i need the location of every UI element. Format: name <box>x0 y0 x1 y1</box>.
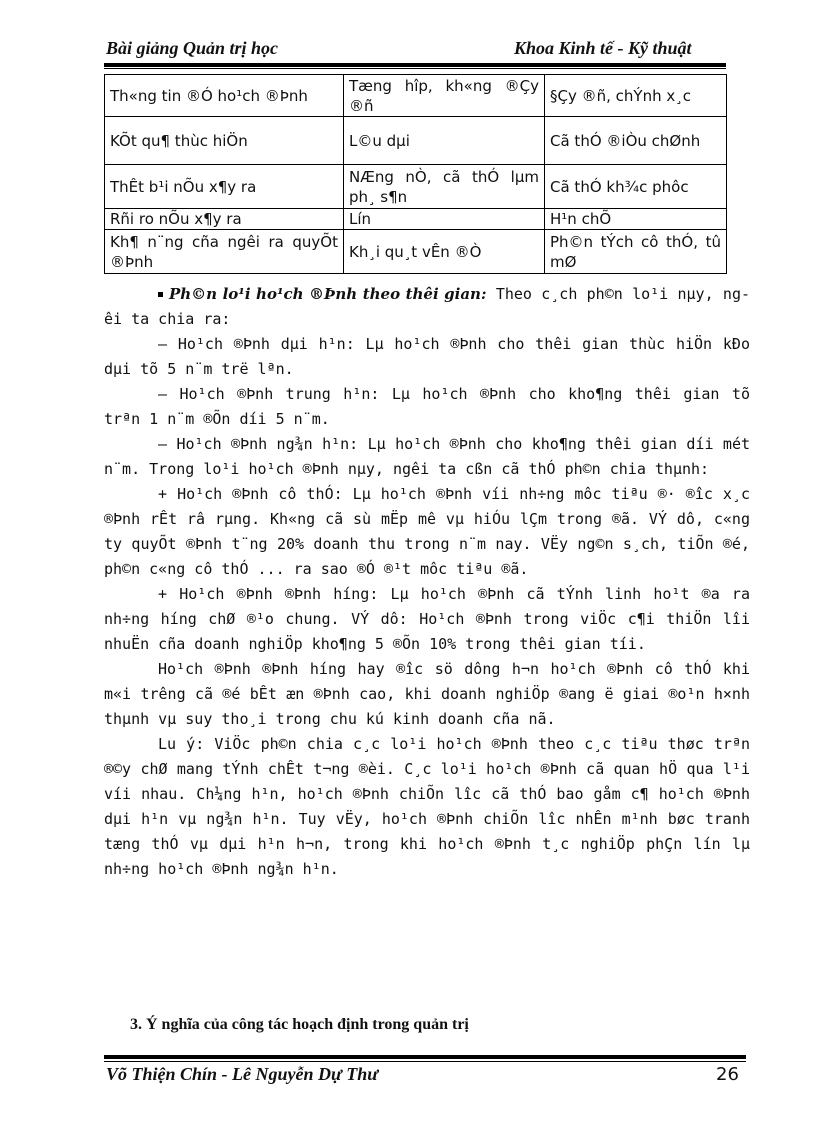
footer-rule <box>104 1055 746 1059</box>
paragraph-usage-note: Ho¹ch ®Þnh ®Þnh híng hay ®îc sö dông h¬n ho¹ch ®Þnh cô thÓ khi m«i trêng cã ®é bÊt æn ®Þnh cao, khi doanh nghiÖp ®ang ë giai ®o¹n h×nh thµnh vµ suy tho¸i trong chu kú kinh doanh cña nã. <box>104 660 750 728</box>
paragraph-long-term: – Ho¹ch ®Þnh dµi h¹n: Lµ ho¹ch ®Þnh cho thêi gian thùc hiÖn kÐo dµi tõ 5 n¨m trë lªn. <box>104 335 750 378</box>
table-cell: ThÊt b¹i nÕu x¶y ra <box>105 165 344 209</box>
table-cell: NÆng nÒ, cã thÓ lµm ph¸ s¶n <box>344 165 545 209</box>
table-cell: §Çy ®ñ, chÝnh x¸c <box>545 75 727 117</box>
table-cell: Kh¶ n¨ng cña ngêi ra quyÕt ®Þnh <box>105 230 344 274</box>
header-rule-thin <box>104 68 726 69</box>
table-cell: Kh¸i qu¸t vÊn ®Ò <box>344 230 545 274</box>
table-cell: L©u dµi <box>344 117 545 165</box>
footer-rule-thin <box>104 1061 746 1062</box>
table-row <box>105 209 727 230</box>
square-bullet-icon <box>158 292 163 297</box>
table-cell: Lín <box>344 209 545 230</box>
paragraph-specific-planning: + Ho¹ch ®Þnh cô thÓ: Lµ ho¹ch ®Þnh víi nh÷ng môc tiªu ®· ®îc x¸c ®Þnh rÊt râ rµng. Kh«ng cã sù mËp mê vµ hiÓu lÇm trong ®ã. VÝ dô, c«ng ty quyÕt ®Þnh t¨ng 20% doanh thu trong n¨m nay. VËy ng©n s¸ch, tiÕn ®é, ph©n c«ng cô thÓ ... ra sao ®Ó ®¹t môc tiªu ®ã. <box>104 485 750 578</box>
body-text <box>104 282 750 882</box>
table-cell: Cã thÓ ®iÒu chØnh <box>545 117 727 165</box>
table-cell: H¹n chÕ <box>545 209 727 230</box>
classification-bullet <box>104 282 750 332</box>
header-faculty: Khoa Kinh tế - Kỹ thuật <box>514 38 692 58</box>
footer-authors: Võ Thiện Chín - Lê Nguyễn Dự Thư <box>106 1064 379 1084</box>
table-cell: Th«ng tin ®Ó ho¹ch ®Þnh <box>105 75 344 117</box>
table-cell: Tæng hîp, kh«ng ®Çy ®ñ <box>344 75 545 117</box>
bullet-text: Theo c¸ch ph©n lo¹i nµy, ngêi ta chia ra: <box>104 285 751 328</box>
header-rule <box>104 63 726 67</box>
header-course-title: Bài giảng Quản trị học <box>106 38 279 58</box>
table-cell: KÕt qu¶ thùc hiÖn <box>105 117 344 165</box>
comparison-table <box>104 74 727 274</box>
table-cell: Rñi ro nÕu x¶y ra <box>105 209 344 230</box>
paragraph-directional-planning: + Ho¹ch ®Þnh ®Þnh híng: Lµ ho¹ch ®Þnh cã tÝnh linh ho¹t ®a ra nh÷ng híng chØ ®¹o chung. VÝ dô: Ho¹ch ®Þnh trong viÖc c¶i thiÖn lîi nhuËn cña doanh nghiÖp kho¶ng 5 ®Õn 10% trong thêi gian tíi. <box>104 585 750 653</box>
table-row <box>105 165 727 209</box>
table-row <box>105 230 727 274</box>
paragraph-short-term: – Ho¹ch ®Þnh ng¾n h¹n: Lµ ho¹ch ®Þnh cho kho¶ng thêi gian díi mét n¨m. Trong lo¹i ho¹ch ®Þnh nµy, ngêi ta cßn cã thÓ ph©n chia thµnh: <box>104 435 750 478</box>
section-heading: 3. Ý nghĩa của công tác hoạch định trong quản trị <box>130 1016 469 1033</box>
paragraph-medium-term: – Ho¹ch ®Þnh trung h¹n: Lµ ho¹ch ®Þnh cho kho¶ng thêi gian tõ trªn 1 n¨m ®Õn díi 5 n¨m. <box>104 385 750 428</box>
page-number: 26 <box>716 1064 739 1085</box>
table-row <box>105 117 727 165</box>
table-cell: Cã thÓ kh¾c phôc <box>545 165 727 209</box>
table-cell: Ph©n tÝch cô thÓ, tû mØ <box>545 230 727 274</box>
table-row <box>105 75 727 117</box>
bullet-label: Ph©n lo¹i ho¹ch ®Þnh theo thêi gian: <box>169 285 487 303</box>
paragraph-caveat: Lu ý: ViÖc ph©n chia c¸c lo¹i ho¹ch ®Þnh theo c¸c tiªu thøc trªn ®©y chØ mang tÝnh chÊt t¬ng ®èi. C¸c lo¹i ho¹ch ®Þnh cã quan hÖ qua l¹i víi nhau. Ch¼ng h¹n, ho¹ch ®Þnh chiÕn lîc cã thÓ bao gåm c¶ ho¹ch ®Þnh dµi h¹n vµ ng¾n h¹n. Tuy vËy, ho¹ch ®Þnh chiÕn lîc nhÊn m¹nh bøc tranh tæng thÓ vµ dµi h¹n h¬n, trong khi ho¹ch ®Þnh t¸c nghiÖp phÇn lín lµ nh÷ng ho¹ch ®Þnh ng¾n h¹n. <box>104 735 750 878</box>
